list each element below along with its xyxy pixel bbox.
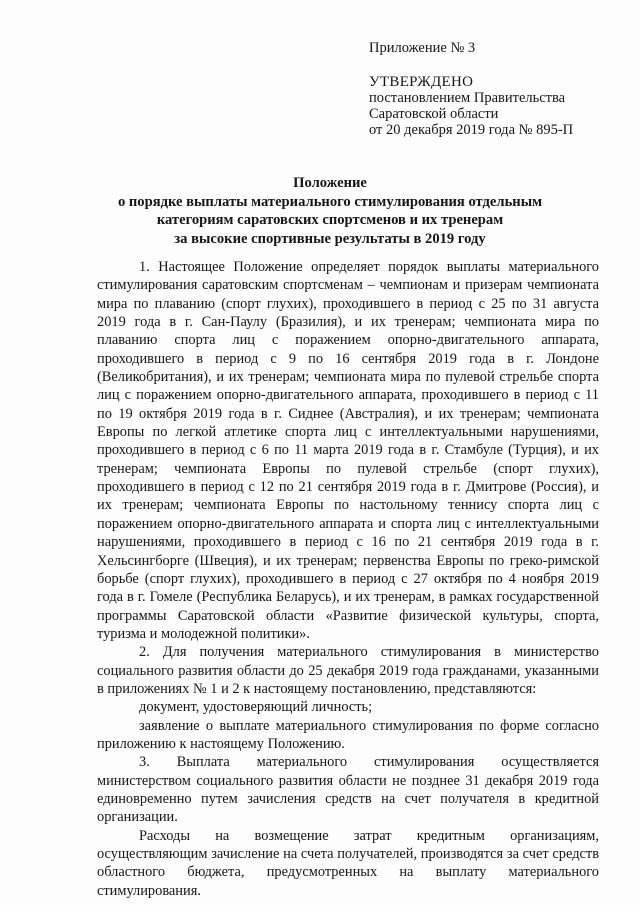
appendix-label: Приложение № 3	[369, 40, 476, 56]
approval-line-3: от 20 декабря 2019 года № 895-П	[369, 122, 574, 138]
title-line-1: Положение	[293, 175, 367, 191]
paragraph-4: Расходы на возмещение затрат кредитным организациям, осуществляющим зачисление на счета получателей, производятся за счет средств областного бюджета, предусмотренных на выплату материального стимулирования.	[97, 827, 599, 899]
paragraph-1: 1. Настоящее Положение определяет порядок выплаты материального стимулирования саратовским спортсменам – чемпионам и призерам чемпионата мира по плаванию (спорт глухих), проходившего в период с 25 по 31 августа 2019 года в г. Сан-Паулу (Бразилия), и их тренерам; чемпионата мира по плаванию спорта лиц с поражением опорно-двигательного аппарата, проходившего в период с 9 по 16 сентября 2019 года в г. Лондоне (Великобритания), и их тренерам; чемпионата мира по пулевой стрельбе спорта лиц с поражением опорно-двигательного аппарата, проходившего в период с 11 по 19 октября 2019 года в г. Сиднее (Австралия), и их тренерам; чемпионата Европы по легкой атлетике спорта лиц с интеллектуальными нарушениями, проходившего в период с 6 по 11 марта 2019 года в г. Стамбуле (Турция), и их тренерам; чемпионата Европы по пулевой стрельбе (спорт глухих), проходившего в период с 12 по 21 сентября 2019 года в г. Дмитрове (Россия), и их тренерам; чемпионата Европы по настольному теннису спорта лиц с поражением опорно-двигательного аппарата и спорта лиц с интеллектуальными нарушениями, проходившего в период с 16 по 21 сентября 2019 года в г. Хельсингборге (Швеция), и их тренерам; первенства Европы по греко-римской борьбе (спорт глухих), проходившего в период с 27 октября по 4 ноября 2019 года в г. Гомеле (Республика Беларусь), и их тренерам, в рамках государственной программы Саратовской области «Развитие физической культуры, спорта, туризма и молодежной политики».	[97, 259, 599, 642]
paragraph-3: 3. Выплата материального стимулирования осуществляется министерством социального развития области не позднее 31 декабря 2019 года единовременно путем зачисления средств на счет получателя в кредитной организации.	[97, 754, 599, 826]
approved-stamp-text: УТВЕРЖДЕНО	[369, 74, 474, 90]
title-line-3: категориям саратовских спортсменов и их тренерам	[156, 212, 504, 228]
paragraph-2-item-1: документ, удостоверяющий личность;	[139, 699, 373, 716]
document-title	[100, 174, 560, 248]
approval-line-1: постановлением Правительства	[369, 90, 566, 106]
paragraph-2: 2. Для получения материального стимулирования в министерство социального развития области до 25 декабря 2019 года гражданами, указанными в приложениях № 1 и 2 к настоящему постановлению, представляются:	[97, 644, 599, 697]
paragraph-2-item-2: заявление о выплате материального стимулирования по форме согласно приложению к настоящему Положению.	[97, 717, 599, 752]
approval-line-2: Саратовской области	[369, 106, 499, 122]
title-line-2: о порядке выплаты материального стимулирования отдельным	[117, 193, 543, 210]
approval-block	[369, 40, 629, 138]
title-line-4: за высокие спортивные результаты в 2019 году	[174, 230, 486, 247]
document-body	[97, 258, 599, 900]
